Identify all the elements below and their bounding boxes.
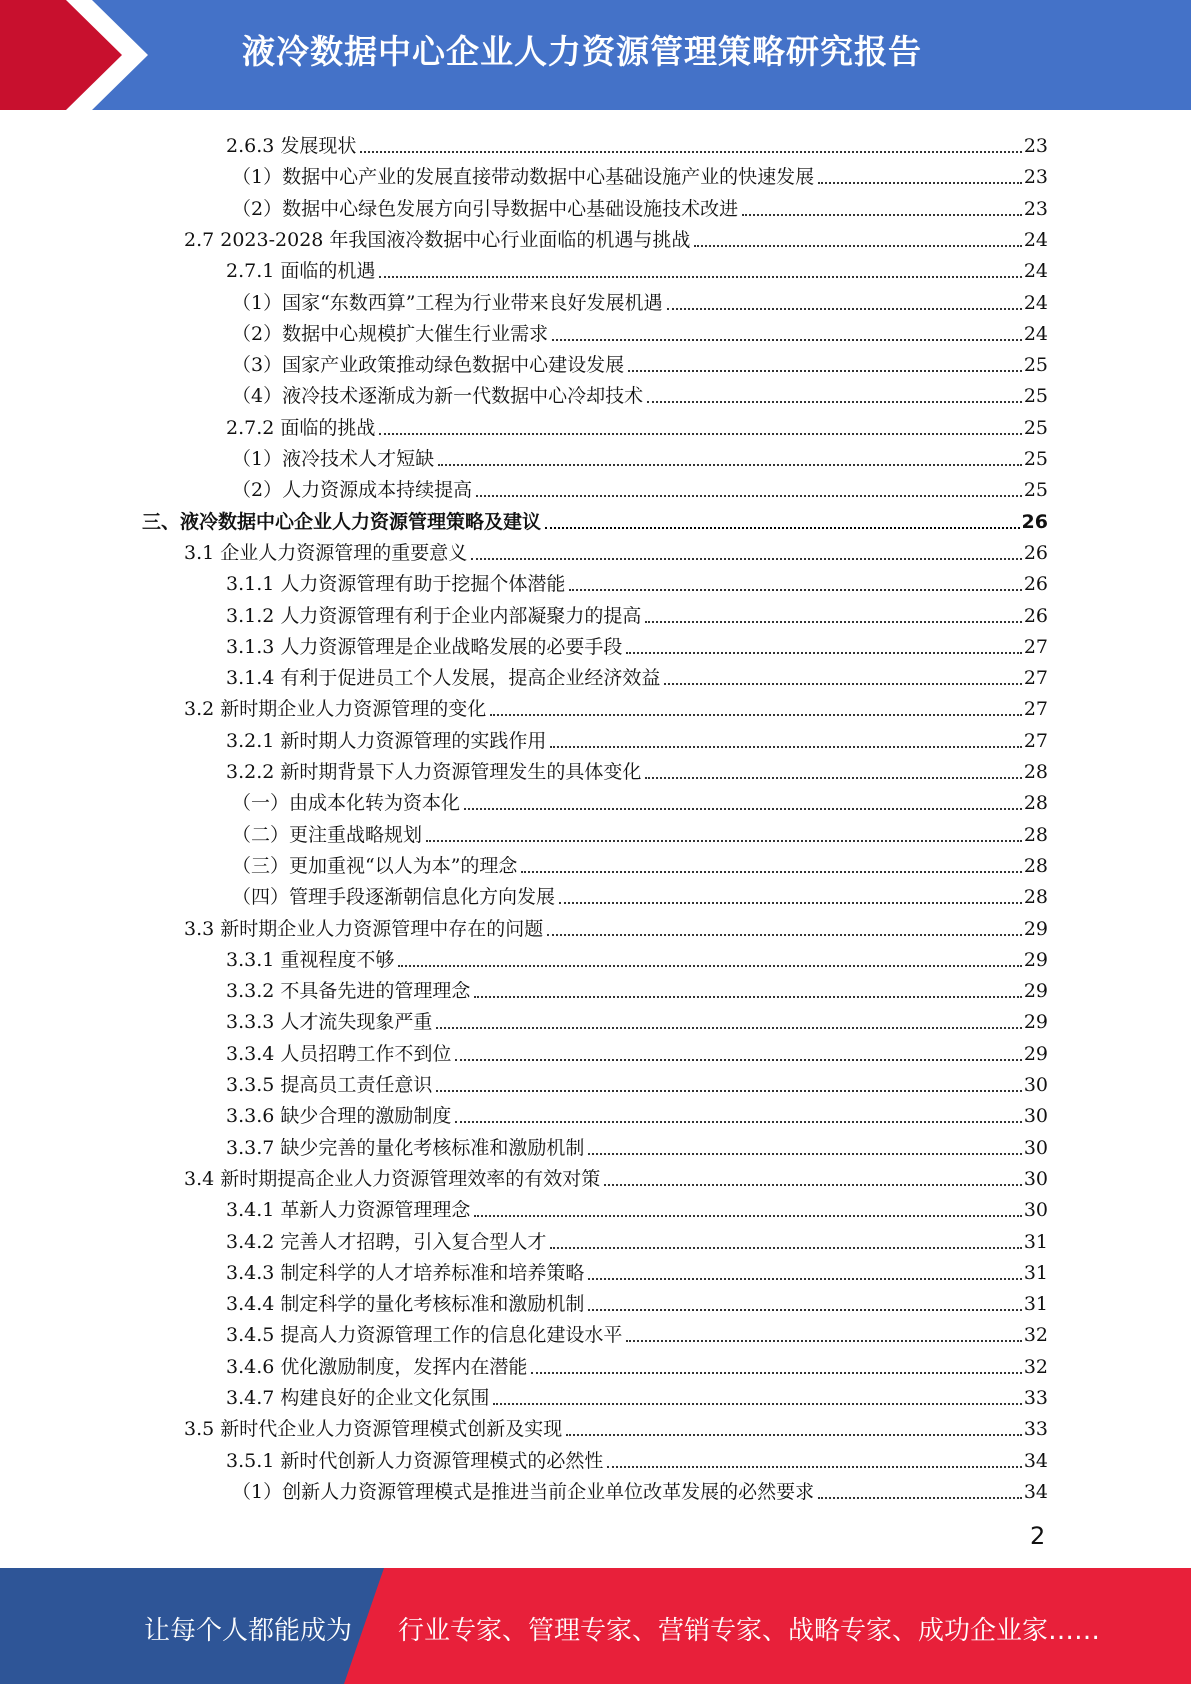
toc-entry-page: 28: [1023, 792, 1048, 815]
toc-entry[interactable]: [232, 816, 1048, 847]
toc-chapter-entry[interactable]: [142, 503, 1048, 534]
toc-entry-page: 28: [1023, 823, 1048, 846]
toc-entry-page: 30: [1023, 1199, 1048, 1222]
toc-entry-label: 3.4.6 优化激励制度，发挥内在潜能: [226, 1355, 528, 1378]
toc-entry-label: （4）液冷技术逐渐成为新一代数据中心冷却技术: [232, 385, 644, 408]
toc-entry-label: （1）数据中心产业的发展直接带动数据中心基础设施产业的快速发展: [232, 166, 815, 189]
footer-banner: [0, 1568, 1191, 1684]
toc-leader-dots: [626, 651, 1021, 654]
toc-entry-page: 26: [1023, 541, 1048, 564]
toc-leader-dots: [604, 1183, 1022, 1186]
toc-entry[interactable]: [226, 1066, 1048, 1097]
toc-entry-label: 3.3.6 缺少合理的激励制度: [226, 1105, 452, 1128]
toc-entry-page: 30: [1023, 1074, 1048, 1096]
toc-entry-page: 29: [1023, 1011, 1048, 1034]
toc-leader-dots: [569, 588, 1021, 591]
toc-entry[interactable]: [226, 659, 1048, 690]
toc-entry-page: 25: [1023, 354, 1048, 377]
toc-entry-page: 23: [1023, 166, 1048, 189]
toc-entry-page: 26: [1023, 573, 1048, 596]
toc-leader-dots: [474, 1214, 1021, 1217]
toc-entry-page: 26: [1023, 604, 1048, 627]
toc-entry[interactable]: [226, 972, 1048, 1003]
toc-entry-page: 30: [1023, 1167, 1048, 1190]
toc-entry[interactable]: [232, 158, 1048, 189]
toc-leader-dots: [588, 1277, 1021, 1280]
toc-entry-page: 27: [1023, 729, 1048, 752]
toc-entry-page: 23: [1023, 135, 1048, 157]
toc-entry[interactable]: [184, 221, 1048, 252]
toc-leader-dots: [566, 1433, 1022, 1436]
toc-entry-page: 29: [1023, 1042, 1048, 1065]
toc-leader-dots: [490, 713, 1022, 716]
toc-entry-page: 34: [1023, 1480, 1048, 1503]
toc-entry[interactable]: [226, 1191, 1048, 1222]
toc-entry-label: 3.3.4 人员招聘工作不到位: [226, 1042, 452, 1065]
footer-slogan-right: 行业专家、管理专家、营销专家、战略专家、成功企业家……: [398, 1616, 1101, 1646]
toc-leader-dots: [455, 1058, 1021, 1061]
toc-leader-dots: [818, 181, 1022, 184]
toc-entry-page: 31: [1023, 1293, 1048, 1316]
toc-leader-dots: [438, 463, 1022, 466]
toc-leader-dots: [398, 964, 1021, 967]
toc-entry-page: 29: [1023, 917, 1048, 940]
toc-entry[interactable]: [226, 1097, 1048, 1128]
toc-entry[interactable]: [226, 127, 1048, 158]
toc-entry-label: 3.1.1 人力资源管理有助于挖掘个体潜能: [226, 573, 566, 596]
toc-entry[interactable]: [232, 878, 1048, 909]
toc-leader-dots: [667, 307, 1022, 310]
toc-entry[interactable]: [232, 346, 1048, 377]
toc-entry-label: 3.1.3 人力资源管理是企业战略发展的必要手段: [226, 635, 623, 658]
toc-leader-dots: [455, 1120, 1021, 1123]
toc-entry-page: 33: [1023, 1387, 1048, 1409]
toc-entry[interactable]: [226, 1379, 1048, 1410]
toc-entry[interactable]: [232, 471, 1048, 502]
toc-entry-page: 32: [1023, 1324, 1048, 1347]
toc-leader-dots: [379, 432, 1021, 435]
toc-entry-label: 2.7.2 面临的挑战: [226, 416, 376, 439]
toc-entry[interactable]: [232, 847, 1048, 878]
toc-entry-label: （2）数据中心规模扩大催生行业需求: [232, 322, 549, 345]
toc-entry-label: 3.2.1 新时期人力资源管理的实践作用: [226, 729, 547, 752]
toc-entry-label: 3.3 新时期企业人力资源管理中存在的问题: [184, 917, 544, 940]
toc-entry-page: 28: [1023, 886, 1048, 909]
toc-entry-label: （3）国家产业政策推动绿色数据中心建设发展: [232, 354, 625, 377]
toc-entry-page: 25: [1023, 479, 1048, 502]
footer-slogan-left: 让每个人都能成为: [144, 1616, 353, 1646]
toc-leader-dots: [379, 275, 1021, 278]
toc-leader-dots: [436, 1089, 1021, 1092]
toc-entry-page: 32: [1023, 1355, 1048, 1378]
toc-entry[interactable]: [226, 628, 1048, 659]
toc-entry[interactable]: [232, 1473, 1048, 1504]
toc-entry-page: 31: [1023, 1230, 1048, 1253]
toc-entry[interactable]: [226, 1129, 1048, 1160]
toc-entry[interactable]: [226, 1348, 1048, 1379]
toc-entry[interactable]: [232, 377, 1048, 408]
toc-leader-dots: [360, 150, 1021, 153]
toc-leader-dots: [547, 933, 1022, 936]
toc-leader-dots: [471, 557, 1022, 560]
toc-entry-label: （2）数据中心绿色发展方向引导数据中心基础设施技术改进: [232, 197, 739, 220]
toc-entry[interactable]: [226, 1285, 1048, 1316]
toc-leader-dots: [464, 807, 1022, 810]
toc-leader-dots: [742, 213, 1022, 216]
toc-entry[interactable]: [226, 597, 1048, 628]
toc-entry[interactable]: [226, 753, 1048, 784]
toc-entry-label: （1）液冷技术人才短缺: [232, 448, 435, 470]
toc-leader-dots: [588, 1152, 1021, 1155]
toc-leader-dots: [545, 526, 1020, 529]
toc-entry[interactable]: [184, 1160, 1048, 1191]
toc-entry-label: 3.4 新时期提高企业人力资源管理效率的有效对策: [184, 1167, 601, 1190]
toc-entry-label: 3.4.1 革新人力资源管理理念: [226, 1199, 471, 1222]
toc-entry[interactable]: [226, 1316, 1048, 1347]
toc-leader-dots: [628, 369, 1022, 372]
toc-entry[interactable]: [226, 1223, 1048, 1254]
toc-entry-label: 三、液冷数据中心企业人力资源管理策略及建议: [142, 510, 542, 533]
toc-entry-label: 3.3.7 缺少完善的量化考核标准和激励机制: [226, 1136, 585, 1159]
toc-entry-page: 29: [1023, 980, 1048, 1003]
toc-entry-label: 3.4.3 制定科学的人才培养标准和培养策略: [226, 1261, 585, 1284]
toc-entry-page: 27: [1023, 698, 1048, 721]
toc-leader-dots: [588, 1308, 1021, 1311]
toc-entry-page: 27: [1023, 667, 1048, 690]
toc-leader-dots: [559, 901, 1022, 904]
toc-entry-label: 3.1 企业人力资源管理的重要意义: [184, 541, 468, 564]
toc-entry-label: 3.1.4 有利于促进员工个人发展，提高企业经济效益: [226, 667, 661, 690]
toc-leader-dots: [476, 494, 1022, 497]
toc-entry-page: 24: [1023, 322, 1048, 345]
toc-entry[interactable]: [184, 910, 1048, 941]
toc-entry-page: 27: [1023, 635, 1048, 658]
toc-entry-page: 25: [1023, 416, 1048, 439]
toc-entry[interactable]: [226, 1003, 1048, 1034]
toc-entry-page: 26: [1021, 510, 1048, 533]
toc-leader-dots: [474, 995, 1021, 998]
toc-entry[interactable]: [226, 1254, 1048, 1285]
toc-entry-label: 2.6.3 发展现状: [226, 135, 357, 157]
toc-entry-page: 31: [1023, 1261, 1048, 1284]
toc-entry-label: 3.4.5 提高人力资源管理工作的信息化建设水平: [226, 1324, 623, 1347]
toc-leader-dots: [493, 1402, 1021, 1405]
toc-entry[interactable]: [184, 1410, 1048, 1441]
toc-entry-page: 24: [1023, 260, 1048, 283]
toc-entry-page: 25: [1023, 385, 1048, 408]
toc-entry-label: 3.3.3 人才流失现象严重: [226, 1011, 433, 1034]
toc-leader-dots: [645, 620, 1021, 623]
toc-entry-label: 3.2 新时期企业人力资源管理的变化: [184, 698, 487, 721]
toc-entry-page: 24: [1023, 291, 1048, 314]
toc-entry-label: 3.3.5 提高员工责任意识: [226, 1074, 433, 1096]
toc-entry[interactable]: [226, 1035, 1048, 1066]
toc-entry-label: 3.1.2 人力资源管理有利于企业内部凝聚力的提高: [226, 604, 642, 627]
toc-entry-label: 2.7.1 面临的机遇: [226, 260, 376, 283]
toc-leader-dots: [645, 776, 1021, 779]
toc-entry-label: 3.5 新时代企业人力资源管理模式创新及实现: [184, 1418, 563, 1441]
toc-entry-page: 28: [1023, 761, 1048, 783]
toc-leader-dots: [552, 338, 1022, 341]
toc-entry[interactable]: [232, 315, 1048, 346]
toc-entry-label: 2.7 2023-2028 年我国液冷数据中心行业面临的机遇与挑战: [184, 228, 691, 251]
toc-leader-dots: [664, 682, 1021, 685]
toc-entry-label: （四）管理手段逐渐朝信息化方向发展: [232, 886, 556, 909]
page-number: 2: [1030, 1522, 1046, 1550]
toc-leader-dots: [818, 1496, 1022, 1499]
toc-entry[interactable]: [232, 784, 1048, 815]
toc-entry[interactable]: [232, 440, 1048, 471]
toc-entry-label: （2）人力资源成本持续提高: [232, 479, 473, 502]
report-title: 液冷数据中心企业人力资源管理策略研究报告: [242, 32, 922, 71]
toc-entry-page: 29: [1023, 948, 1048, 971]
toc-leader-dots: [426, 839, 1022, 842]
toc-entry-page: 30: [1023, 1105, 1048, 1128]
toc-entry[interactable]: [232, 190, 1048, 221]
toc-entry-label: 3.3.1 重视程度不够: [226, 948, 395, 971]
toc-entry-label: 3.5.1 新时代创新人力资源管理模式的必然性: [226, 1449, 604, 1472]
toc-entry-label: 3.3.2 不具备先进的管理理念: [226, 980, 471, 1003]
toc-entry[interactable]: [226, 722, 1048, 753]
toc-entry-label: 3.4.7 构建良好的企业文化氛围: [226, 1387, 490, 1409]
toc-entry[interactable]: [226, 941, 1048, 972]
toc-entry[interactable]: [226, 565, 1048, 596]
toc-leader-dots: [550, 1246, 1021, 1249]
toc-entry[interactable]: [232, 284, 1048, 315]
toc-leader-dots: [521, 870, 1021, 873]
toc-entry[interactable]: [184, 534, 1048, 565]
toc-entry-page: 28: [1023, 854, 1048, 877]
toc-entry[interactable]: [226, 409, 1048, 440]
toc-entry[interactable]: [184, 690, 1048, 721]
header-banner: [0, 0, 1191, 110]
toc-entry[interactable]: [226, 1442, 1048, 1473]
toc-entry-page: 33: [1023, 1418, 1048, 1441]
toc-leader-dots: [626, 1339, 1021, 1342]
toc-entry-page: 30: [1023, 1136, 1048, 1159]
toc-entry-label: 3.4.4 制定科学的量化考核标准和激励机制: [226, 1293, 585, 1316]
toc-leader-dots: [647, 400, 1022, 403]
toc-entry-label: （三）更加重视“以人为本”的理念: [232, 854, 518, 877]
toc-entry-label: （一）由成本化转为资本化: [232, 792, 461, 815]
toc-entry-page: 24: [1023, 228, 1048, 251]
toc-entry-page: 23: [1023, 197, 1048, 220]
toc-entry-page: 34: [1023, 1449, 1048, 1472]
toc-leader-dots: [531, 1371, 1021, 1374]
toc-leader-dots: [607, 1465, 1021, 1468]
toc-entry-page: 25: [1023, 448, 1048, 470]
toc-entry-label: 3.4.2 完善人才招聘，引入复合型人才: [226, 1230, 547, 1253]
toc-entry-label: （1）创新人力资源管理模式是推进当前企业单位改革发展的必然要求: [232, 1480, 815, 1503]
toc-entry-label: （二）更注重战略规划: [232, 823, 423, 846]
toc-entry-label: 3.2.2 新时期背景下人力资源管理发生的具体变化: [226, 761, 642, 783]
toc-entry[interactable]: [226, 252, 1048, 283]
toc-leader-dots: [550, 745, 1021, 748]
toc-entry-label: （1）国家“东数西算”工程为行业带来良好发展机遇: [232, 291, 663, 314]
toc-leader-dots: [436, 1026, 1021, 1029]
toc-leader-dots: [694, 244, 1021, 247]
